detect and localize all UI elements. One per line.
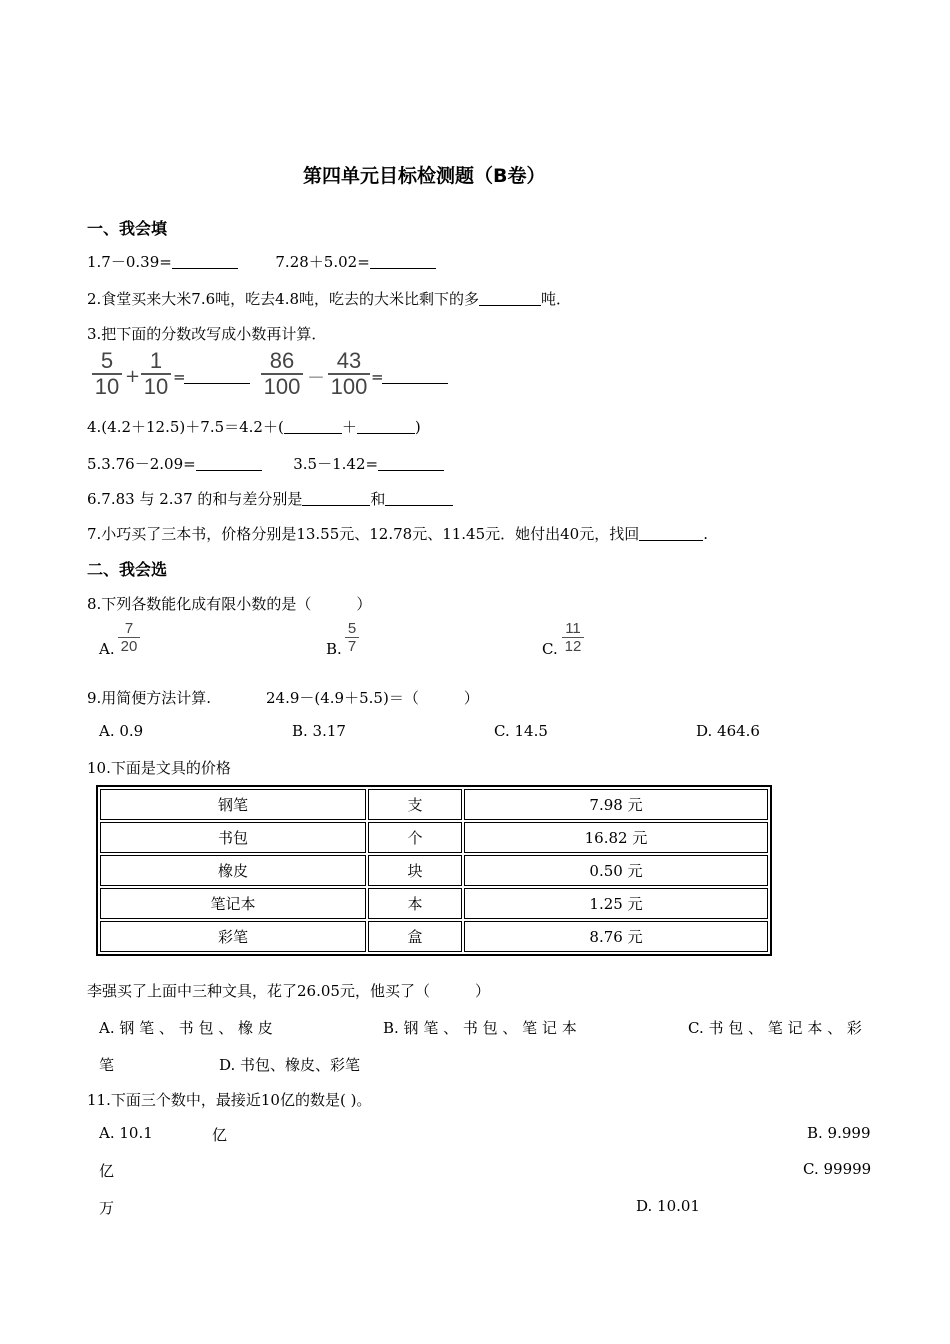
fraction-denominator: 20 xyxy=(120,638,138,655)
answer-blank[interactable] xyxy=(172,267,238,269)
option-a-label[interactable]: A. xyxy=(99,640,115,658)
table-cell: 笔记本 xyxy=(100,888,366,919)
fraction-numerator: 43 xyxy=(336,348,362,373)
table-cell: 7.98 元 xyxy=(464,789,768,820)
question-7 xyxy=(87,523,708,544)
option-a[interactable]: A. 10.1 xyxy=(99,1124,153,1142)
answer-blank[interactable] xyxy=(479,304,541,306)
table-row xyxy=(100,822,768,853)
table-cell: 彩笔 xyxy=(100,921,366,952)
answer-blank[interactable] xyxy=(378,469,444,471)
question-10-prompt: 李强买了上面中三种文具，花了26.05元，他买了（ ） xyxy=(87,982,490,1000)
fraction-numerator: 7 xyxy=(124,620,134,637)
fraction xyxy=(92,350,122,398)
q6-and: 和 xyxy=(370,490,386,508)
section-heading-choose: 二、我会选 xyxy=(87,560,168,579)
option-b-fraction[interactable] xyxy=(345,621,359,654)
table-cell: 钢笔 xyxy=(100,789,366,820)
table-row xyxy=(100,921,768,952)
section-heading-fill: 一、我会填 xyxy=(87,219,168,238)
fraction xyxy=(141,350,171,398)
table-cell: 16.82 元 xyxy=(464,822,768,853)
option-a[interactable]: A. 0.9 xyxy=(99,722,144,740)
answer-blank[interactable] xyxy=(284,432,342,434)
answer-blank[interactable] xyxy=(184,383,250,384)
question-8: 8.下列各数能化成有限小数的是（ ） xyxy=(87,595,372,613)
q1-part1: 1.7－0.39= xyxy=(87,253,172,271)
fraction-numerator: 5 xyxy=(100,348,114,373)
q7-text: 7.小巧买了三本书，价格分别是13.55元、12.78元、11.45元．她付出40元，找回 xyxy=(87,525,640,543)
option-c[interactable]: C. 14.5 xyxy=(494,722,548,740)
question-5 xyxy=(87,453,444,474)
option-d[interactable]: D. 书包、橡皮、彩笔 xyxy=(219,1056,361,1074)
table-row xyxy=(100,888,768,919)
question-3: 3.把下面的分数改写成小数再计算． xyxy=(87,325,327,343)
answer-blank[interactable] xyxy=(382,383,448,384)
answer-blank[interactable] xyxy=(370,267,436,269)
q4-plus: ＋ xyxy=(341,418,357,436)
option-a[interactable]: A. 钢 笔 、 书 包 、 橡 皮 xyxy=(99,1019,273,1037)
price-table xyxy=(96,785,772,956)
fraction-denominator: 10 xyxy=(94,374,120,399)
option-b-unit[interactable]: 亿 xyxy=(99,1162,115,1180)
option-b[interactable]: B. 钢 笔 、 书 包 、 笔 记 本 xyxy=(383,1019,577,1037)
fraction-denominator: 100 xyxy=(330,374,368,399)
q4-suffix: ) xyxy=(414,418,421,436)
q2-suffix: 吨． xyxy=(541,290,572,308)
q6-prefix: 6.7.83 与 2.37 的和与差分别是 xyxy=(87,490,303,508)
equals-sign: = xyxy=(173,368,186,386)
question-9-expression: 24.9－(4.9＋5.5)＝（ ） xyxy=(266,689,479,707)
answer-blank[interactable] xyxy=(196,469,262,471)
option-c-continued[interactable]: 笔 xyxy=(99,1056,115,1074)
fraction xyxy=(328,350,370,398)
table-cell: 8.76 元 xyxy=(464,921,768,952)
table-row xyxy=(100,789,768,820)
option-a-unit[interactable]: 亿 xyxy=(212,1126,228,1144)
fraction-numerator: 5 xyxy=(347,620,357,637)
option-d[interactable]: D. 10.01 xyxy=(636,1197,700,1215)
fraction-denominator: 12 xyxy=(564,638,582,655)
q4-prefix: 4.(4.2＋12.5)＋7.5＝4.2＋( xyxy=(87,418,284,436)
answer-blank[interactable] xyxy=(302,504,370,506)
table-cell: 书包 xyxy=(100,822,366,853)
plus-sign: + xyxy=(125,366,141,387)
option-c[interactable]: C. 99999 xyxy=(803,1160,872,1178)
question-10: 10.下面是文具的价格 xyxy=(87,759,231,777)
option-b[interactable]: B. 9.999 xyxy=(807,1124,871,1142)
q5-part1: 5.3.76－2.09= xyxy=(87,455,196,473)
fraction-denominator: 100 xyxy=(263,374,301,399)
table-cell: 块 xyxy=(368,855,462,886)
fraction-numerator: 86 xyxy=(269,348,295,373)
answer-blank[interactable] xyxy=(357,432,415,434)
option-b[interactable]: B. 3.17 xyxy=(292,722,346,740)
table-cell: 0.50 元 xyxy=(464,855,768,886)
answer-blank[interactable] xyxy=(639,539,703,541)
option-c-fraction[interactable] xyxy=(562,621,584,654)
fraction-denominator: 10 xyxy=(143,374,169,399)
question-2 xyxy=(87,288,571,309)
fraction xyxy=(261,350,303,398)
table-cell: 盒 xyxy=(368,921,462,952)
minus-sign: － xyxy=(307,368,325,389)
option-d[interactable]: D. 464.6 xyxy=(696,722,760,740)
q7-suffix: . xyxy=(703,525,709,543)
question-9: 9.用简便方法计算. xyxy=(87,689,212,707)
q2-text: 2.食堂买来大米7.6吨，吃去4.8吨，吃去的大米比剩下的多 xyxy=(87,290,480,308)
option-b-label[interactable]: B. xyxy=(326,640,342,658)
option-c-label[interactable]: C. xyxy=(542,640,558,658)
answer-blank[interactable] xyxy=(385,504,453,506)
option-c-unit[interactable]: 万 xyxy=(99,1199,115,1217)
table-row xyxy=(100,855,768,886)
q5-part2: 3.5－1.42= xyxy=(293,455,379,473)
table-cell: 个 xyxy=(368,822,462,853)
table-cell: 1.25 元 xyxy=(464,888,768,919)
option-a-fraction[interactable] xyxy=(118,621,140,654)
equals-sign: = xyxy=(371,368,384,386)
question-11: 11.下面三个数中，最接近10亿的数是( )。 xyxy=(87,1091,372,1109)
question-1 xyxy=(87,251,436,272)
fraction-numerator: 1 xyxy=(149,348,163,373)
q1-part2: 7.28＋5.02= xyxy=(275,253,370,271)
table-cell: 橡皮 xyxy=(100,855,366,886)
question-4 xyxy=(87,416,421,437)
question-6 xyxy=(87,488,453,509)
option-c[interactable]: C. 书 包 、 笔 记 本 、 彩 xyxy=(688,1019,862,1037)
table-cell: 本 xyxy=(368,888,462,919)
fraction-denominator: 7 xyxy=(347,638,357,655)
table-cell: 支 xyxy=(368,789,462,820)
page-title: 第四单元目标检测题（B卷） xyxy=(303,165,546,187)
fraction-numerator: 11 xyxy=(565,620,581,637)
